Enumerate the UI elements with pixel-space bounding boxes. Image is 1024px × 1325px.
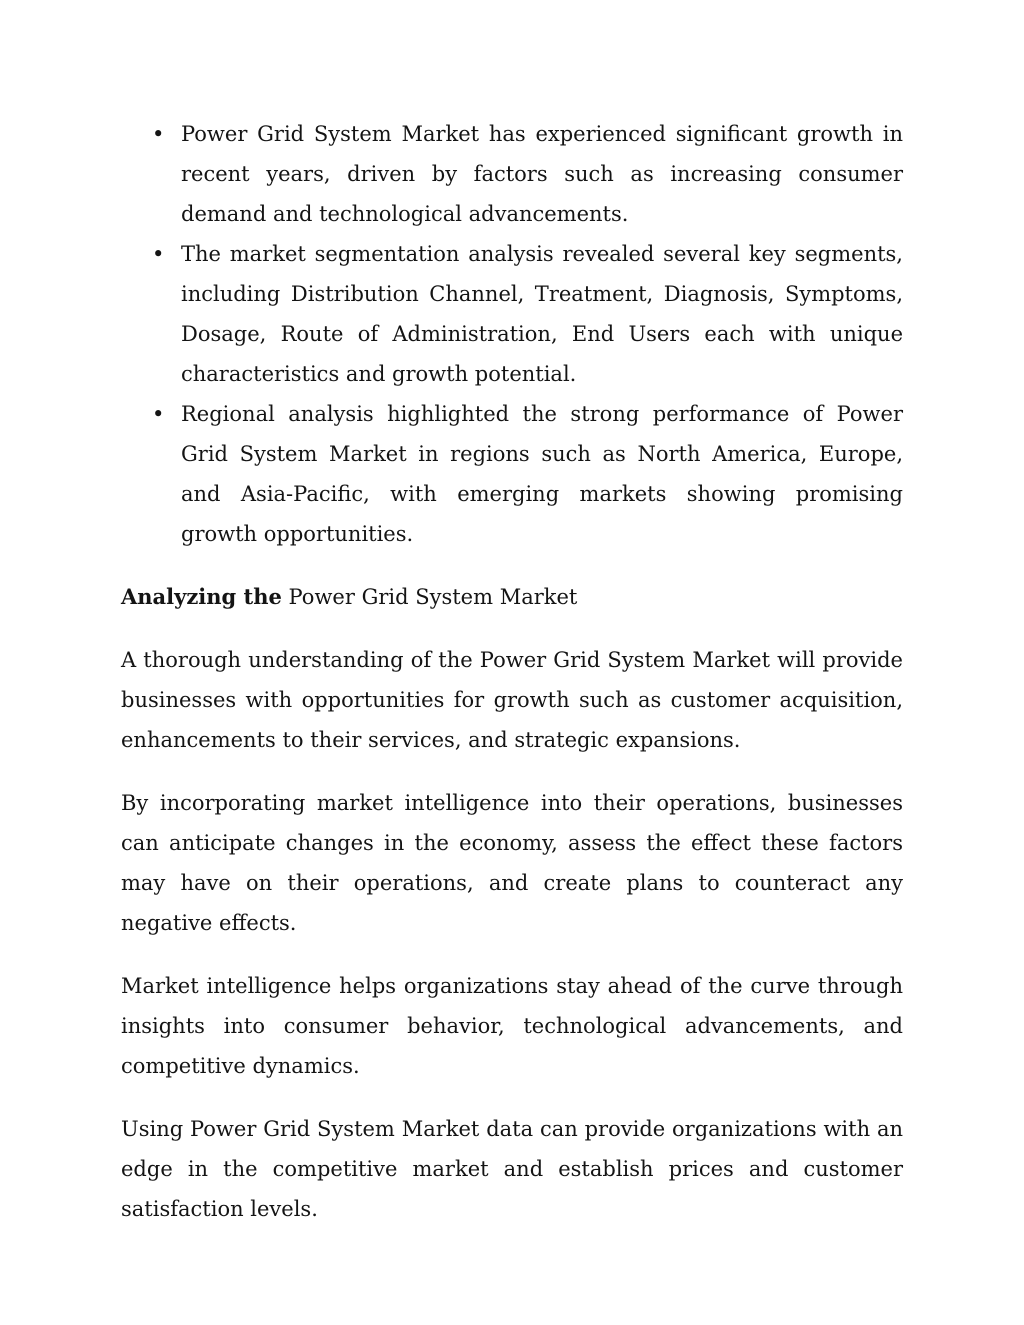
list-item-text: The market segmentation analysis revealed several key segments, including Distribution Channel, Treatment, Diagnosis, Symptoms, Dosage, Route of Administration, End Users each with unique characteristics and growth potential. [181, 242, 903, 386]
list-item [121, 394, 903, 554]
paragraph-understanding: A thorough understanding of the Power Grid System Market will provide businesses with opportunities for growth such as customer acquisition, enhancements to their services, and strategic expansions. [121, 648, 903, 752]
list-item [121, 114, 903, 234]
bullet-icon: • [152, 242, 165, 266]
bullet-icon: • [152, 402, 165, 426]
section-heading-regular: Power Grid System Market [288, 585, 578, 609]
paragraph-market-intelligence-operations: By incorporating market intelligence into their operations, businesses can anticipate changes in the economy, assess the effect these factors may have on their operations, and create plans to counteract any negative effects. [121, 791, 903, 935]
paragraph-ahead-of-curve: Market intelligence helps organizations stay ahead of the curve through insights into consumer behavior, technological advancements, and competitive dynamics. [121, 974, 903, 1078]
bullet-icon: • [152, 122, 165, 146]
document-page [121, 114, 903, 1229]
list-item-text: Power Grid System Market has experienced significant growth in recent years, driven by factors such as increasing consumer demand and technological advancements. [181, 122, 903, 226]
key-findings-list [121, 114, 903, 554]
list-item-text: Regional analysis highlighted the strong performance of Power Grid System Market in regions such as North America, Europe, and Asia-Pacific, with emerging markets showing promising growth opportunities. [181, 402, 903, 546]
paragraph-competitive-edge: Using Power Grid System Market data can provide organizations with an edge in the competitive market and establish prices and customer satisfaction levels. [121, 1117, 903, 1221]
list-item [121, 234, 903, 394]
section-heading-bold: Analyzing the [121, 584, 282, 609]
section-heading [121, 577, 903, 617]
